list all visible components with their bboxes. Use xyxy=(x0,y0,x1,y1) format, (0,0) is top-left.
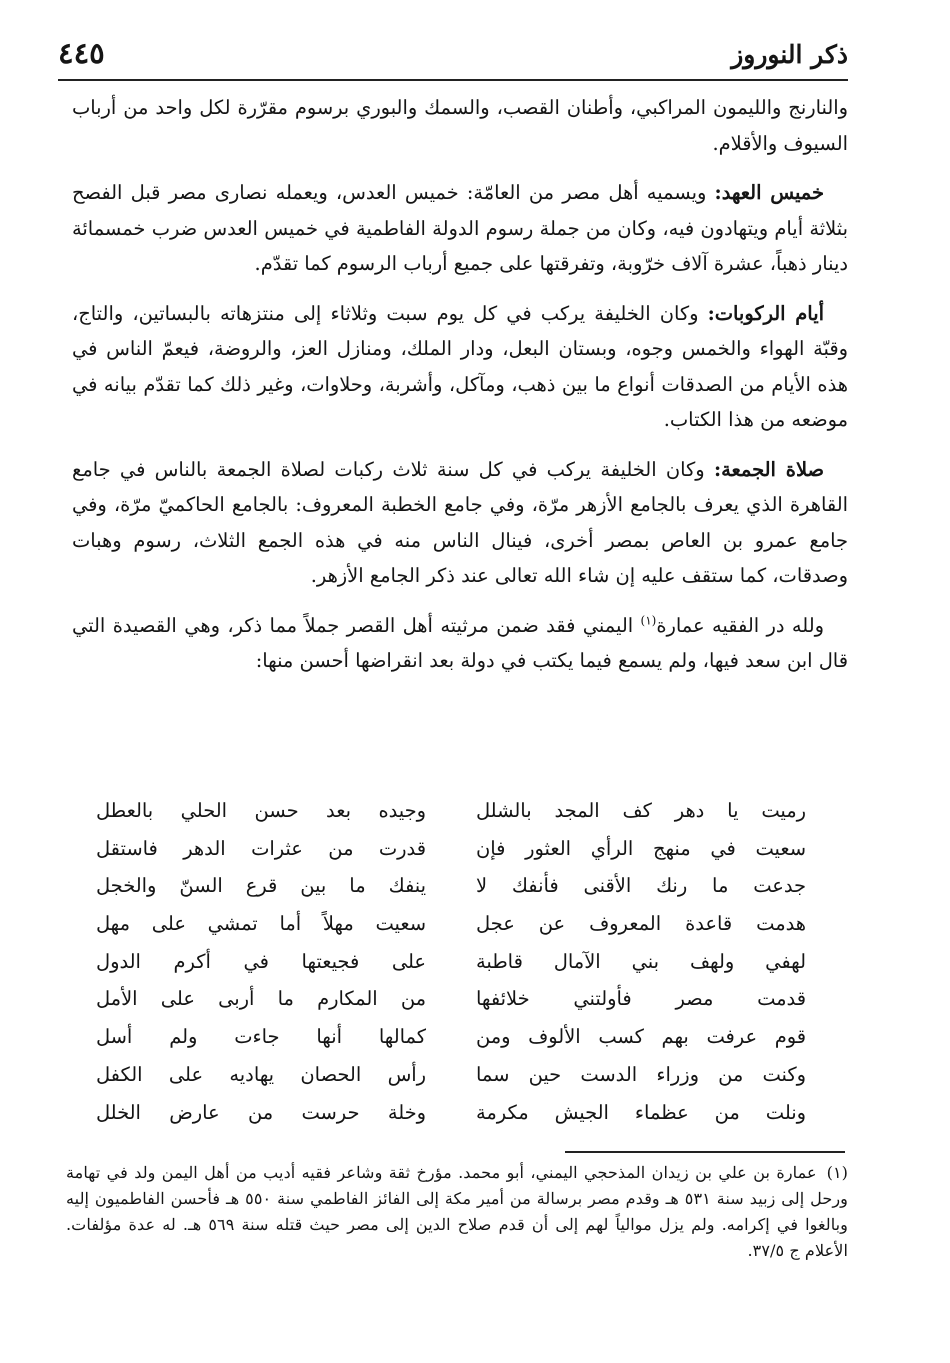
verse-second-half: كمالها أنها جاءت ولم أسل xyxy=(96,1025,426,1049)
verse-first-half: وكنت من وزراء الدست حين سما xyxy=(476,1062,806,1086)
verse-first-half: لهفي ولهف بني الآمال قاطبة xyxy=(476,949,806,973)
footnote-reference: (١) xyxy=(640,613,657,628)
intro-text-end: اليمني فقد ضمن مرثيته أهل القصر جملاً مما ذكر، وهي القصيدة التي قال ابن سعد فيها، ولم يسمع فيما يكتب في دولة بعد انقراضها أحسن منها: xyxy=(72,613,848,672)
paragraph-text: وكان الخليفة يركب في كل سنة ثلاث ركبات لصلاة الجمعة بالناس في جامع القاهرة الذي يعرف بالجامع الأزهر مرّة، وفي جامع الخطبة المعروف: بالجامع الحاكميّ مرّة، وفي جامع عمرو بن العاص بمصر أخرى، فينال الناس منه في هذه الجمع الثلاث، رسوم وهبات وصدقات، كما ستقف عليه إن شاء الله تعالى عند ذكر الجامع الأزهر. xyxy=(72,457,848,587)
verse-first-half: قدمت مصر فأولتني خلائفها xyxy=(476,987,806,1011)
footnote-text: عمارة بن علي بن زيدان المذحجي اليمني، أبو محمد. مؤرخ ثقة وشاعر فقيه أديب من أهل اليمن ولد في تهامة ورحل إلى زبيد سنة ٥٣١ هـ وقدم مصر برسالة من أمير مكة إلى الفائز الفاطمي سنة ٥٥٠ هـ فأحسن الفاطميون إليه وبالغوا في إكرامه. ولم يزل موالياً لهم إلى أن قدم صلاح الدين إلى مصر حيث قتله سنة ٥٦٩ هـ. له عدة مؤلفات. الأعلام ج ٣٧/٥. xyxy=(66,1163,848,1260)
footnotes xyxy=(66,1160,848,1264)
page-header xyxy=(58,30,848,78)
page-number: ٤٤٥ xyxy=(58,36,105,70)
poem-verse xyxy=(96,980,806,1018)
header-rule xyxy=(58,79,848,81)
paragraph-poem-intro xyxy=(72,608,848,679)
poem-verse xyxy=(96,943,806,981)
verse-second-half: وجيده بعد حسن الحلي بالعطل xyxy=(96,799,426,822)
paragraph-text: ويسميه أهل مصر من العامّة: خميس العدس، ويعمله نصارى مصر قبل الفصح بثلاثة أيام ويتهادون فيه، وكان من جملة رسوم الدولة الفاطمية في خميس العدس ضرب خمسمائة دينار ذهباً، عشرة آلاف خرّوبة، وتفرقتها على جميع أرباب الرسوم كما تقدّم. xyxy=(72,181,848,275)
poem-verse xyxy=(96,1018,806,1056)
verse-first-half: هدمت قاعدة المعروف عن عجل xyxy=(476,912,806,936)
footnote-mark: (١) xyxy=(826,1163,848,1182)
paragraph-continuation xyxy=(72,90,848,161)
verse-second-half: سعيت مهلاً أما تمشي على مهل xyxy=(96,912,426,936)
poem-verse xyxy=(96,1094,806,1132)
verse-second-half: من المكارم ما أربى على الأمل xyxy=(96,987,426,1011)
poem-verse xyxy=(96,830,806,868)
paragraph-text: وكان الخليفة يركب في كل يوم سبت وثلاثاء إلى منتزهاته بالبساتين، والتاج، وقبّة الهواء والخمس وجوه، وبستان البعل، ودار الملك، ومنازل العز، والروضة، فيعمّ الناس في هذه الأيام من الصدقات أنواع ما بين ذهب، ومآكل، وأشربة، وحلاوات، وغير ذلك كما تقدّم بيانه في موضعه من هذا الكتاب. xyxy=(72,301,848,431)
intro-text-start: ولله در الفقيه عمارة xyxy=(656,613,824,637)
verse-first-half: جدعت ما رنك الأقنى فأنفك لا xyxy=(476,874,806,898)
poem-verse xyxy=(96,867,806,905)
poem-verse xyxy=(96,792,806,830)
verse-second-half: ينفك ما بين قرع السنّ والخجل xyxy=(96,874,426,898)
main-text xyxy=(72,90,848,693)
paragraph-ayyam-al-rukubat xyxy=(72,296,848,438)
poem xyxy=(96,792,806,1131)
verse-second-half: قدرت من عثرات الدهر فاستقل xyxy=(96,836,426,860)
paragraph-khamis-al-ahd xyxy=(72,175,848,282)
verse-second-half: على فجيعتها في أكرم الدول xyxy=(96,949,426,973)
verse-first-half: سعيت في منهج الرأي العثور فإن xyxy=(476,836,806,860)
paragraph-heading: أيام الركوبات: xyxy=(707,301,824,325)
verse-first-half: ونلت من عظماء الجيش مكرمة xyxy=(476,1100,806,1124)
poem-verse xyxy=(96,905,806,943)
paragraph-text: والنارنج والليمون المراكبي، وأطنان القصب، والسمك والبوري برسوم مقرّرة لكل واحد من أرباب السيوف والأقلام. xyxy=(72,96,848,155)
running-title: ذكر النوروز xyxy=(731,40,848,69)
verse-first-half: قوم عرفت بهم كسب الألوف ومن xyxy=(476,1025,806,1049)
footnote xyxy=(66,1160,848,1264)
verse-second-half: وخلة حرست من عارض الخلل xyxy=(96,1100,426,1124)
verse-second-half: رأس الحصان يهاديه على الكفل xyxy=(96,1062,426,1086)
poem-verse xyxy=(96,1056,806,1094)
paragraph-heading: صلاة الجمعة: xyxy=(713,457,824,481)
paragraph-salat-al-jumua xyxy=(72,452,848,594)
verse-first-half: رميت يا دهر كف المجد بالشلل xyxy=(476,799,806,822)
paragraph-heading: خميس العهد: xyxy=(714,181,825,204)
footnote-rule xyxy=(565,1151,845,1153)
